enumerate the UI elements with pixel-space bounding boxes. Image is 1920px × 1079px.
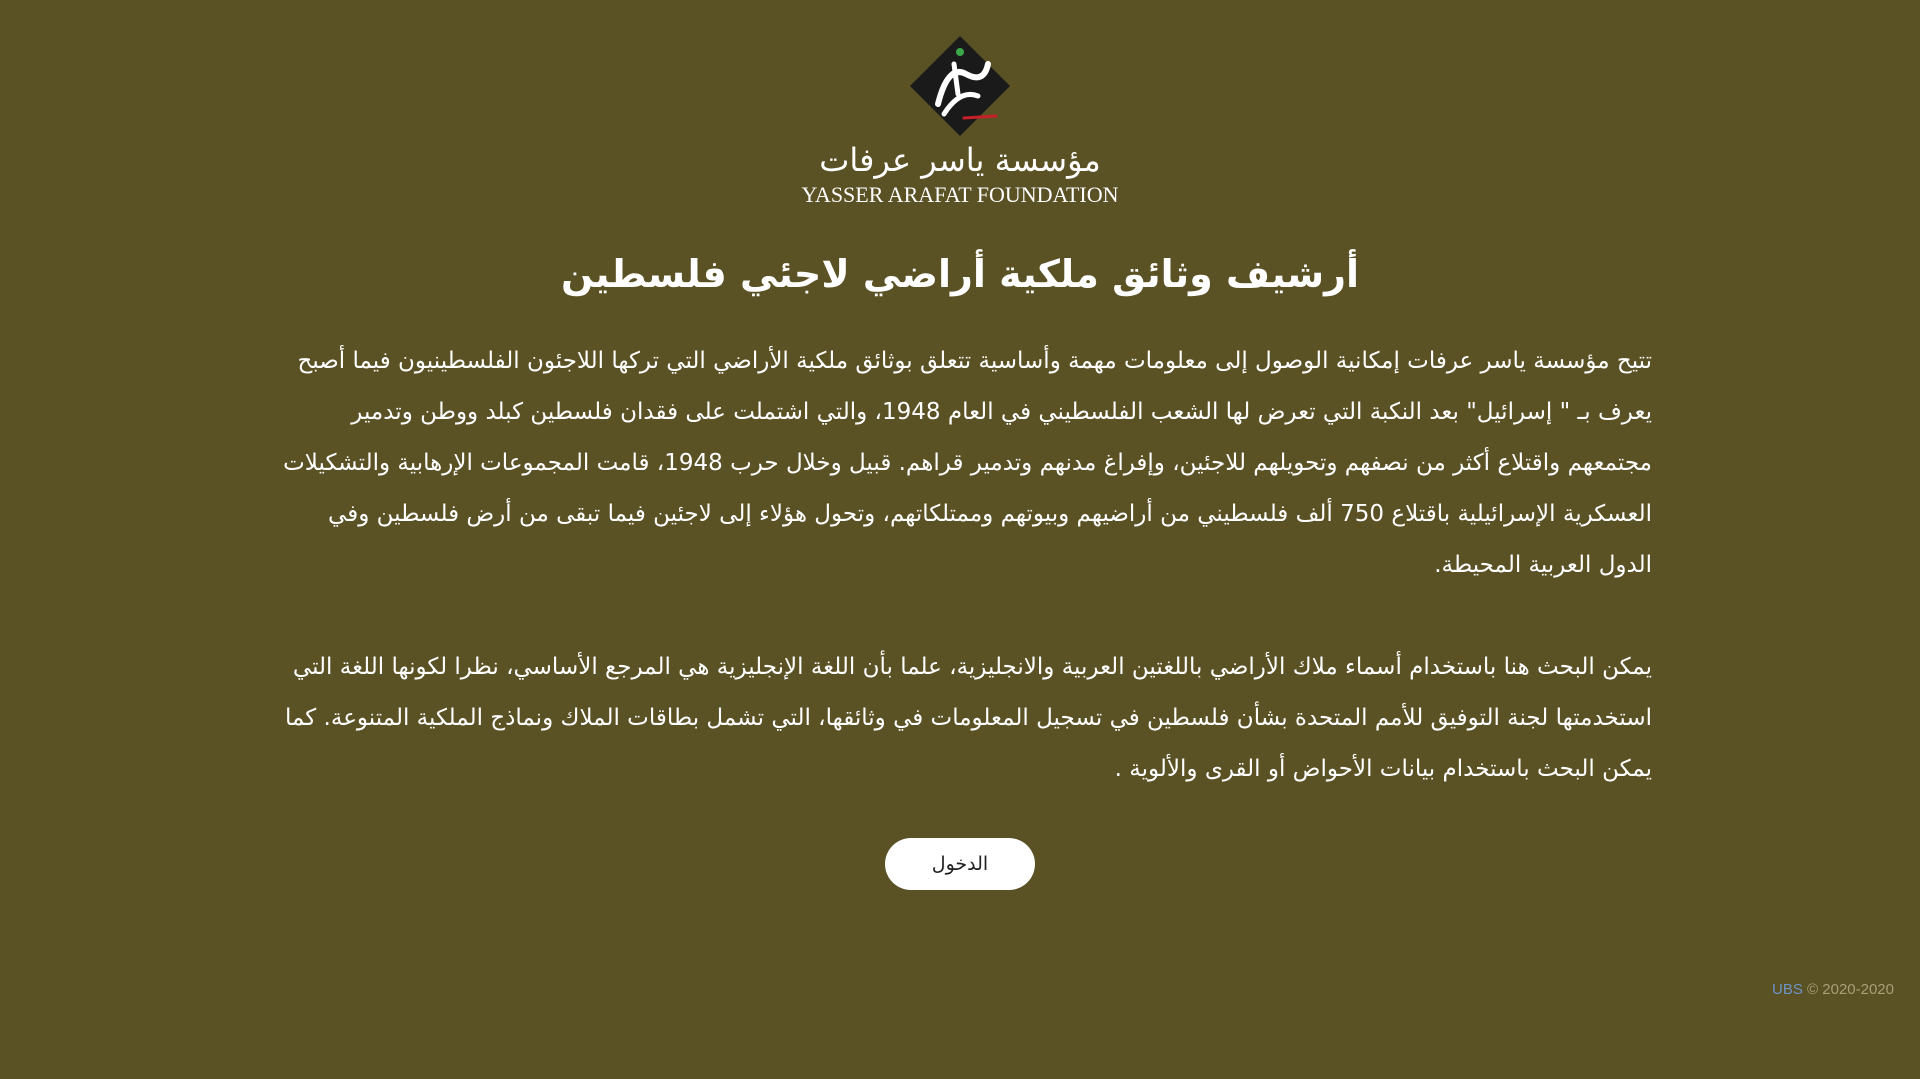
footer — [1772, 981, 1894, 998]
foundation-logo — [0, 34, 1920, 208]
logo-english-name: YASSER ARAFAT FOUNDATION — [801, 182, 1119, 207]
foundation-logo-diamond-icon — [908, 34, 1012, 138]
intro-text — [270, 336, 1652, 846]
enter-button[interactable]: الدخول — [885, 838, 1035, 890]
intro-paragraph-2: يمكن البحث هنا باستخدام أسماء ملاك الأراضي باللغتين العربية والانجليزية، علما بأن اللغة الإنجليزية هي المرجع الأساسي، نظرا لكونها اللغة التي استخدمتها لجنة التوفيق للأمم المتحدة بشأن فلسطين في تسجيل المعلومات في وثائقها، التي تشمل بطاقات الملاك ونماذج الملكية المتنوعة. كما يمكن البحث باستخدام بيانات الأحواض أو القرى والألوية . — [284, 654, 1652, 782]
intro-paragraph-1: تتيح مؤسسة ياسر عرفات إمكانية الوصول إلى معلومات مهمة وأساسية تتعلق بوثائق ملكية الأراضي التي تركها اللاجئون الفلسطينيون فيما أصبح يعرف بـ " إسرائيل" بعد النكبة التي تعرض لها الشعب الفلسطيني في العام 1948، والتي اشتملت على فقدان فلسطين كبلد ووطن وتدمير مجتمعهم واقتلاع أكثر من نصفهم وتحويلهم للاجئين، وإفراغ مدنهم وتدمير قراهم. قبيل وخلال حرب 1948، قامت المجموعات الإرهابية والتشكيلات العسكرية الإسرائيلية باقتلاع 750 ألف فلسطيني من أراضيهم وبيوتهم وممتلكاتهم، وتحول هؤلاء إلى لاجئين فيما تبقى من أرض فلسطين وفي الدول العربية المحيطة. — [283, 348, 1652, 578]
page-title: أرشيف وثائق ملكية أراضي لاجئي فلسطين — [560, 252, 1360, 296]
footer-ubs-link[interactable]: UBS — [1772, 981, 1803, 998]
footer-copyright: © 2020-2020 — [1802, 981, 1894, 998]
logo-arabic-name: مؤسسة ياسر عرفات — [819, 141, 1101, 179]
